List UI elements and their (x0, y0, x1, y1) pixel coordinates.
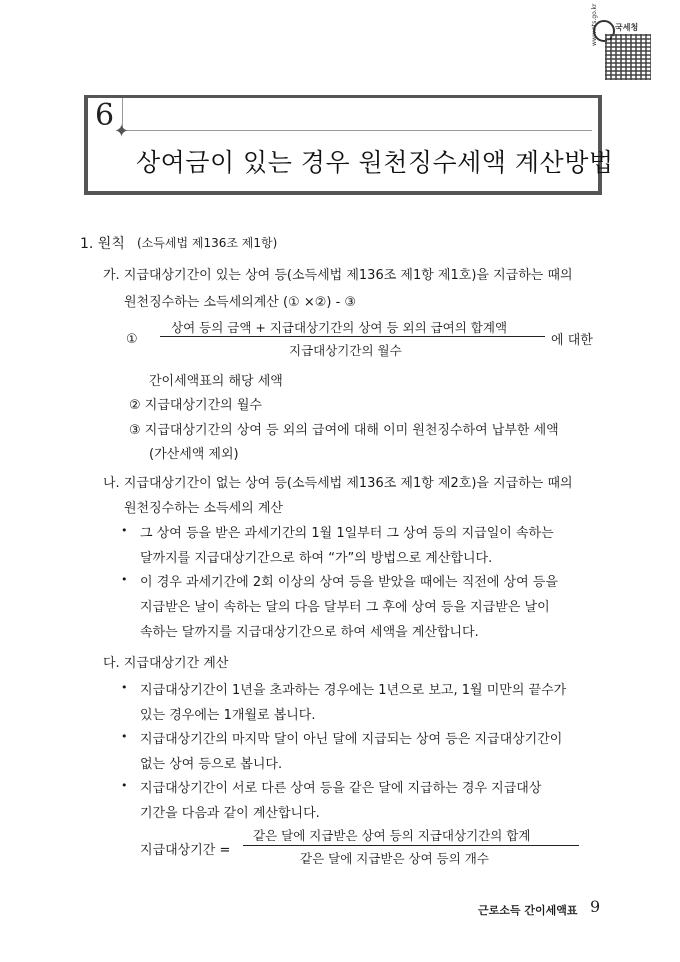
footer-title: 근로소득 간이세액표 (478, 904, 578, 917)
page-number: 9 (590, 897, 601, 916)
na-b1-line2: 달까지를 지급대상기간으로 하여 “가”의 방법으로 계산합니다. (140, 551, 493, 566)
sparkle-icon: ✦ (114, 121, 130, 142)
circle-1: ① (126, 332, 138, 347)
c2-line: ② 지급대상기간의 월수 (129, 398, 262, 413)
fraction-bar (243, 845, 579, 846)
na-line2: 원천징수하는 소득세의 계산 (124, 501, 283, 516)
bullet-icon: • (121, 730, 128, 743)
section-reference: (소득세법 제136조 제1항) (137, 236, 278, 250)
bullet-icon: • (121, 681, 128, 694)
formula-label: 지급대상기간 = (140, 843, 231, 858)
section-number: 6 (95, 98, 115, 133)
ga-line1: 가. 지급대상기간이 있는 상여 등(소득세법 제136조 제1항 제1호)을 지급하는 때의 (103, 268, 573, 283)
na-b1-line1: 그 상여 등을 받은 과세기간의 1월 1일부터 그 상여 등의 지급일이 속하는 (140, 526, 554, 541)
bullet-icon: • (121, 573, 128, 586)
formula2-denominator: 같은 달에 지급받은 상여 등의 개수 (300, 851, 489, 866)
da-b1-line2: 있는 경우에는 1개월로 봅니다. (140, 708, 316, 723)
formula-numerator: 상여 등의 금액 + 지급대상기간의 상여 등 외의 급여의 합계액 (171, 320, 508, 335)
ga-line2: 원천징수하는 소득세의계산 (① ×②) - ③ (124, 295, 357, 310)
title-divider (122, 130, 592, 131)
fraction-bar (160, 336, 545, 337)
da-b2-line1: 지급대상기간의 마지막 달이 아닌 달에 지급되는 상여 등은 지급대상기간이 (140, 732, 563, 747)
formula-denominator: 지급대상기간의 월수 (289, 343, 402, 358)
da-b3-line1: 지급대상기간이 서로 다른 상여 등을 같은 달에 지급하는 경우 지급대상 (140, 781, 542, 796)
bullet-icon: • (121, 524, 128, 537)
qr-code-icon (605, 34, 651, 80)
formula-tail: 에 대한 (551, 333, 593, 348)
da-heading: 다. 지급대상기간 계산 (103, 656, 229, 671)
na-b2-line2: 지급받은 날이 속하는 달의 다음 달부터 그 후에 상여 등을 지급받은 날이 (140, 600, 550, 615)
bullet-icon: • (121, 779, 128, 792)
c1-continuation: 간이세액표의 해당 세액 (149, 374, 283, 389)
na-line1: 나. 지급대상기간이 없는 상여 등(소득세법 제136조 제1항 제2호)을 지급하는 때의 (103, 476, 573, 491)
da-b3-line2: 기간을 다음과 같이 계산합니다. (140, 806, 320, 821)
formula2-numerator: 같은 달에 지급받은 상여 등의 지급대상기간의 합계 (253, 828, 531, 843)
nts-logo (591, 3, 655, 82)
agency-url: www.nts.go.kr (591, 3, 598, 46)
c3-line1: ③ 지급대상기간의 상여 등 외의 급여에 대해 이미 원천징수하여 납부한 세액 (129, 423, 559, 438)
na-b2-line3: 속하는 달까지를 지급대상기간으로 하여 세액을 계산합니다. (140, 625, 479, 640)
da-b1-line1: 지급대상기간이 1년을 초과하는 경우에는 1년으로 보고, 1월 미만의 끝수가 (140, 683, 567, 698)
c3-line2: (가산세액 제외) (149, 447, 239, 462)
da-b2-line2: 없는 상여 등으로 봅니다. (140, 757, 283, 772)
page-title: 상여금이 있는 경우 원천징수세액 계산방법 (136, 148, 614, 177)
na-b2-line1: 이 경우 과세기간에 2회 이상의 상여 등을 받았을 때에는 직전에 상여 등을 (140, 575, 558, 590)
section-heading: 1. 원칙 (80, 236, 125, 252)
agency-name: 국세청 (615, 23, 639, 32)
